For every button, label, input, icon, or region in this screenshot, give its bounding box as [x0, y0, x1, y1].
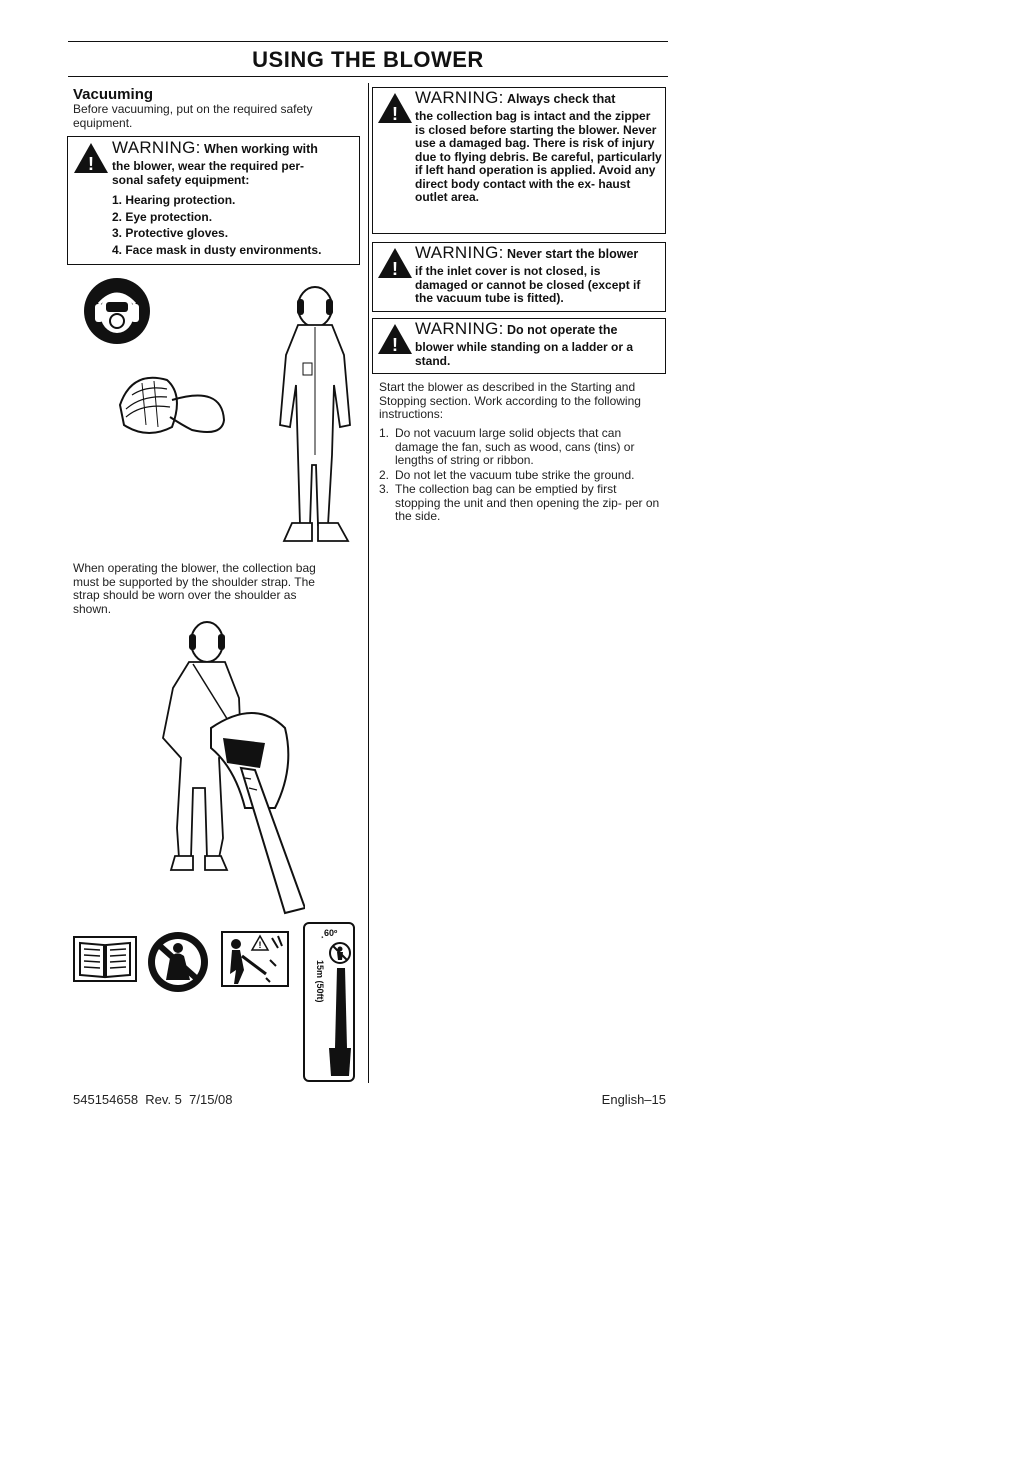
- list-item: [379, 427, 661, 468]
- projectile-hazard-icon: [220, 930, 290, 988]
- step-text: Do not vacuum large solid objects that can damage the fan, such as wood, cans (tins) or lengths of string or ribbon.: [395, 426, 635, 467]
- step-number: 1.: [379, 426, 390, 440]
- warning-box-inlet-cover: [372, 242, 666, 312]
- section-heading: Vacuuming: [73, 86, 154, 103]
- svg-text:!: !: [258, 940, 262, 950]
- warning-box-collection-bag: [372, 87, 666, 234]
- warning-lead: Always check that: [507, 92, 616, 106]
- svg-text:!: !: [392, 335, 398, 355]
- blower-tube-icon: [327, 968, 353, 1078]
- page-title: USING THE BLOWER: [252, 47, 484, 72]
- warning-body: the collection bag is intact and the zipper is closed before starting the blower. Never use a damaged bag. There is risk of injury due to flying debris. Be careful, particularly if left hand operation is applied. Avoid any direct body contact with the ex- haust outlet area.: [415, 109, 662, 204]
- warning-lead: When working with: [204, 142, 318, 156]
- step-text: Do not let the vacuum tube strike the ground.: [395, 467, 635, 482]
- intro-text: Before vacuuming, put on the required safety equipment.: [73, 102, 313, 130]
- strap-text: When operating the blower, the collection bag must be supported by the shoulder strap. The strap should be worn over the shoulder as shown.: [73, 561, 316, 616]
- warning-label: WARNING:: [415, 88, 504, 107]
- warning-lead: Do not operate the: [507, 323, 618, 337]
- svg-text:!: !: [392, 259, 398, 279]
- warning-lead-3: sonal safety equipment:: [112, 173, 250, 187]
- header-top-rule: [68, 41, 668, 42]
- warning-label: WARNING:: [415, 319, 504, 338]
- decal-distance-text: 15m (50ft): [315, 960, 325, 1003]
- list-item: 3. Protective gloves.: [112, 226, 229, 240]
- instructions-text: Start the blower as described in the Starting and Stopping section. Work according to the following instructions:: [379, 380, 641, 421]
- warning-box-safety: [67, 136, 360, 265]
- list-item: 2. Eye protection.: [112, 209, 213, 224]
- dust-mask-illustration: [112, 365, 232, 445]
- warning-lead: Never start the blower: [507, 247, 639, 261]
- svg-text:!: !: [88, 154, 94, 174]
- list-item: [379, 483, 661, 524]
- list-item: 1. Hearing protection.: [112, 193, 236, 207]
- protective-suit-illustration: [270, 285, 360, 555]
- instruction-steps: [379, 427, 661, 524]
- warning-box-ladder: [372, 318, 666, 374]
- decal-angle-label: ¸60º: [321, 928, 338, 938]
- header-bottom-rule: [68, 76, 668, 77]
- warning-triangle-icon: [73, 142, 109, 174]
- warning-triangle-icon: [377, 92, 413, 124]
- distance-decal: [303, 922, 355, 1082]
- warning-label: WARNING:: [415, 243, 504, 262]
- warning-lead-2: the blower, wear the required per-: [112, 159, 305, 173]
- ear-protection-icon: [82, 276, 152, 346]
- svg-text:!: !: [392, 104, 398, 124]
- blower-operation-illustration: [145, 618, 305, 918]
- warning-triangle-icon: [377, 323, 413, 355]
- read-manual-icon: [72, 935, 138, 983]
- no-person-icon: [329, 942, 351, 964]
- safety-list: [112, 194, 321, 257]
- step-number: 2.: [379, 467, 390, 482]
- list-item: [379, 469, 661, 483]
- list-item: 4. Face mask in dusty environments.: [112, 242, 322, 257]
- no-bystanders-icon: [146, 930, 210, 994]
- warning-label: WARNING:: [112, 138, 201, 157]
- warning-body: blower while standing on a ladder or a stand.: [415, 340, 634, 368]
- warning-body: if the inlet cover is not closed, is damaged or cannot be closed (except if the vacuum tube is fitted).: [415, 264, 641, 305]
- step-text: The collection bag can be emptied by first stopping the unit and then opening the zip- per on the side.: [395, 482, 660, 523]
- warning-triangle-icon: [377, 247, 413, 279]
- footer-part-number: 545154658 Rev. 5 7/15/08: [73, 1092, 233, 1107]
- footer-page-number: English–15: [601, 1092, 666, 1107]
- step-number: 3.: [379, 482, 390, 496]
- column-divider: [368, 83, 369, 1083]
